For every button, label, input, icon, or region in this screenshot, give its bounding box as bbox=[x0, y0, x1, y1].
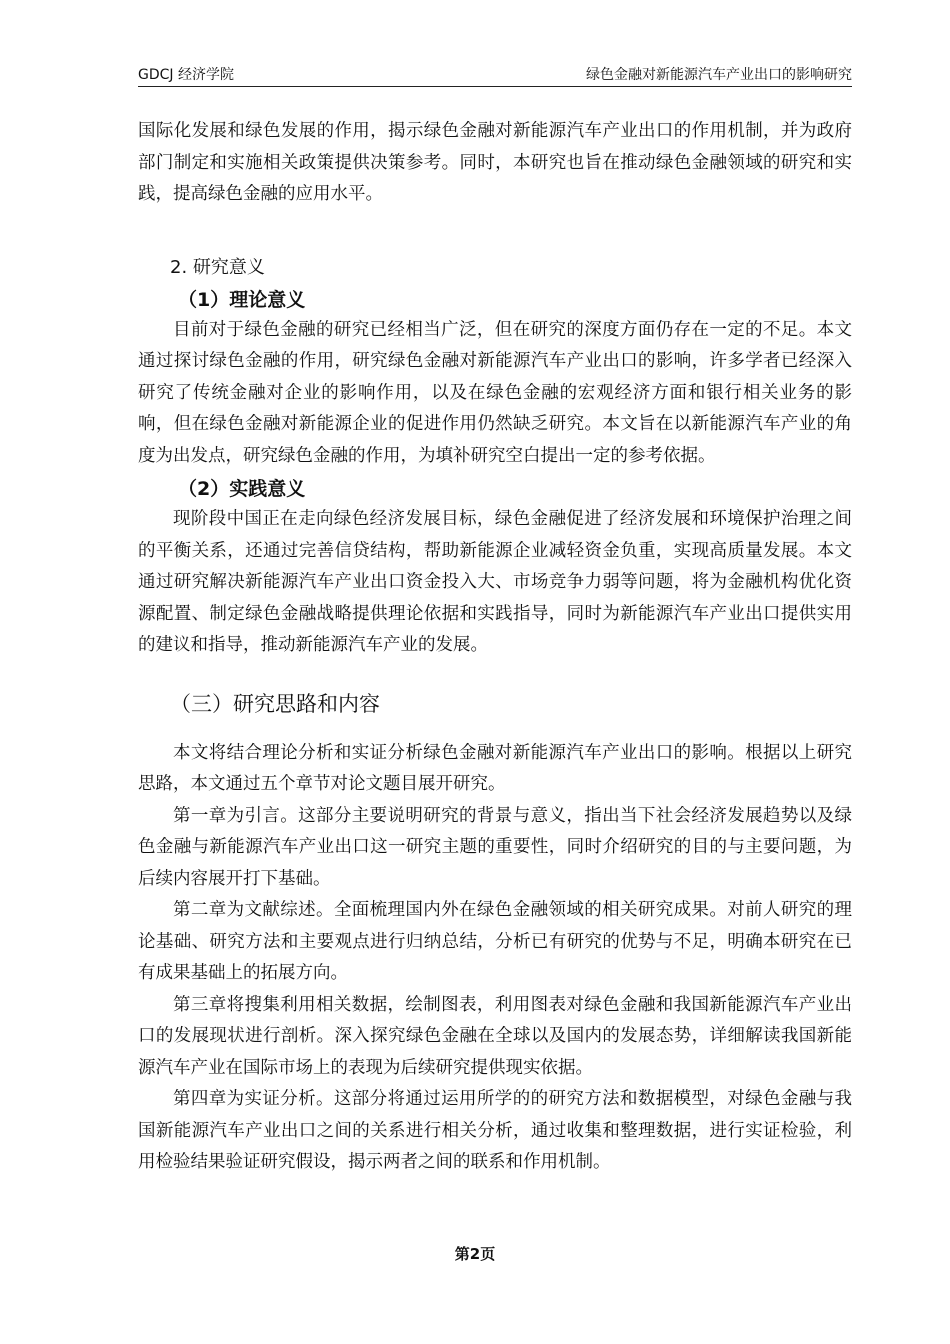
section-heading: （三）研究思路和内容 bbox=[170, 691, 380, 716]
section-paragraph-2: 第一章为引言。这部分主要说明研究的背景与意义，指出当下社会经济发展趋势以及绿色金融与新能源汽车产业出口这一研究主题的重要性，同时介绍研究的目的与主要问题，为后续内容展开打下基础。 bbox=[138, 805, 852, 889]
practice-heading: （2）实践意义 bbox=[178, 478, 306, 500]
section-paragraph-1: 本文将结合理论分析和实证分析绿色金融对新能源汽车产业出口的影响。根据以上研究思路，本文通过五个章节对论文题目展开研究。 bbox=[138, 742, 852, 794]
significance-heading: 2. 研究意义 bbox=[170, 256, 265, 278]
header-title: 绿色金融对新能源汽车产业出口的影响研究 bbox=[586, 67, 852, 83]
section-paragraph-5: 第四章为实证分析。这部分将通过运用所学的的研究方法和数据模型，对绿色金融与我国新能源汽车产业出口之间的关系进行相关分析，通过收集和整理数据，进行实证检验，利用检验结果验证研究假设，揭示两者之间的联系和作用机制。 bbox=[138, 1089, 852, 1172]
section-paragraph-3: 第二章为文献综述。全面梳理国内外在绿色金融领域的相关研究成果。对前人研究的理论基础、研究方法和主要观点进行归纳总结，分析已有研究的优势与不足，明确本研究在已有成果基础上的拓展方向。 bbox=[138, 900, 852, 983]
page-header bbox=[138, 66, 852, 87]
practice-paragraph: 现阶段中国正在走向绿色经济发展目标，绿色金融促进了经济发展和环境保护治理之间的平衡关系，还通过完善信贷结构，帮助新能源企业减轻资金负重，实现高质量发展。本文通过研究解决新能源汽车产业出口资金投入大、市场竞争力弱等问题，将为金融机构优化资源配置、制定绿色金融战略提供理论依据和实践指导，同时为新能源汽车产业出口提供实用的建议和指导，推动新能源汽车产业的发展。 bbox=[138, 509, 852, 655]
theory-heading: （1）理论意义 bbox=[178, 288, 306, 311]
section-paragraph-4: 第三章将搜集利用相关数据，绘制图表，利用图表对绿色金融和我国新能源汽车产业出口的发展现状进行剖析。深入探究绿色金融在全球以及国内的发展态势，详细解读我国新能源汽车产业在国际市场上的表现为后续研究提供现实依据。 bbox=[138, 994, 852, 1078]
page-number: 第2页 bbox=[454, 1245, 496, 1263]
theory-paragraph: 目前对于绿色金融的研究已经相当广泛，但在研究的深度方面仍存在一定的不足。本文通过探讨绿色金融的作用，研究绿色金融对新能源汽车产业出口的影响，许多学者已经深入研究了传统金融对企业的影响作用，以及在绿色金融的宏观经济方面和银行相关业务的影响，但在绿色金融对新能源企业的促进作用仍然缺乏研究。本文旨在以新能源汽车产业的角度为出发点，研究绿色金融的作用，为填补研究空白提出一定的参考依据。 bbox=[138, 319, 852, 466]
header-school: GDCJ 经济学院 bbox=[138, 67, 234, 83]
intro-paragraph: 国际化发展和绿色发展的作用，揭示绿色金融对新能源汽车产业出口的作用机制，并为政府部门制定和实施相关政策提供决策参考。同时，本研究也旨在推动绿色金融领域的研究和实践，提高绿色金融的应用水平。 bbox=[138, 121, 852, 204]
page-content bbox=[138, 116, 852, 1179]
